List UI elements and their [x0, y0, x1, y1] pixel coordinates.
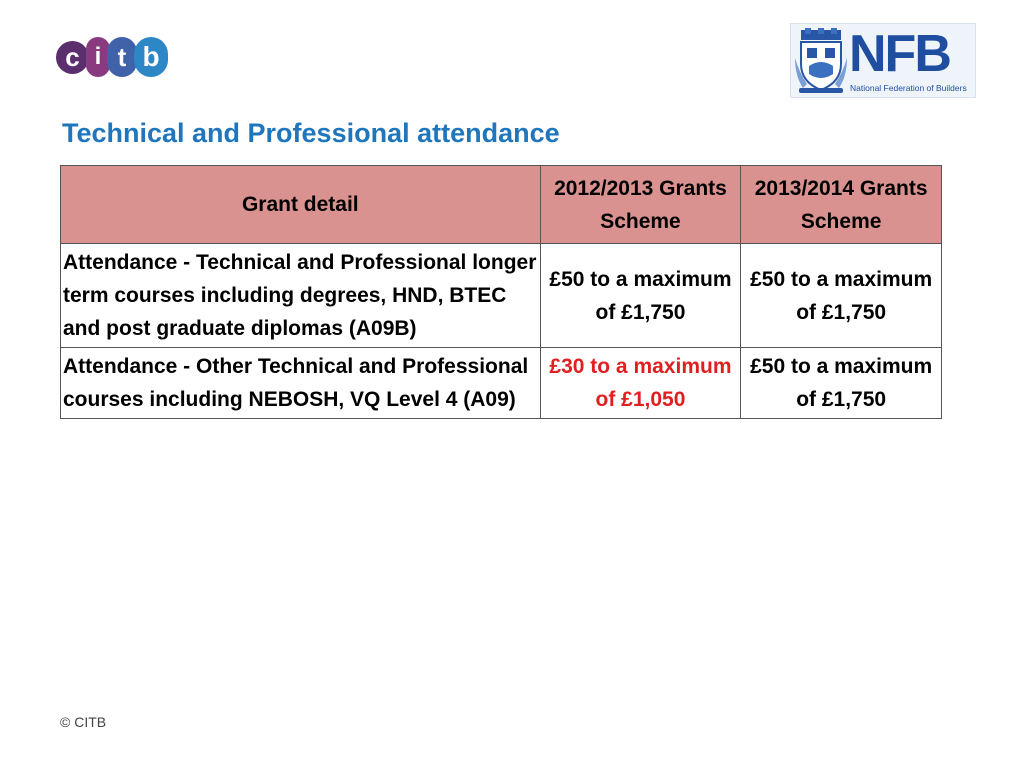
nfb-logo [790, 23, 976, 98]
nfb-logo-subtitle: National Federation of Builders [850, 83, 967, 93]
row-grant-2013: £50 to a maximum of £1,750 [741, 348, 942, 419]
slide-title: Technical and Professional attendance [62, 118, 560, 148]
table-header-row [61, 166, 942, 244]
citb-logo [56, 34, 165, 80]
citb-logo-letter-t: t [107, 37, 137, 77]
citb-logo-letter-c: c [56, 41, 89, 74]
row-detail: Attendance - Technical and Professional longer term courses including degrees, HND, BTEC and post graduate diplomas (A09B) [61, 244, 541, 348]
row-grant-2012-highlighted: £30 to a maximum of £1,050 [540, 348, 741, 419]
copyright-text: © CITB [60, 714, 107, 730]
row-detail: Attendance - Other Technical and Professional courses including NEBOSH, VQ Level 4 (A09) [61, 348, 541, 419]
citb-logo-letter-i: i [86, 37, 110, 77]
row-grant-2012: £50 to a maximum of £1,750 [540, 244, 741, 348]
row-grant-2013: £50 to a maximum of £1,750 [741, 244, 942, 348]
header-2012-2013: 2012/2013 Grants Scheme [540, 166, 741, 244]
grants-table [60, 165, 942, 419]
citb-logo-letter-b: b [134, 37, 168, 77]
header-grant-detail: Grant detail [61, 166, 541, 244]
table-row [61, 348, 942, 419]
header-2013-2014: 2013/2014 Grants Scheme [741, 166, 942, 244]
nfb-crest-icon [795, 28, 847, 94]
nfb-logo-text: NFB [849, 25, 950, 83]
table-row [61, 244, 942, 348]
